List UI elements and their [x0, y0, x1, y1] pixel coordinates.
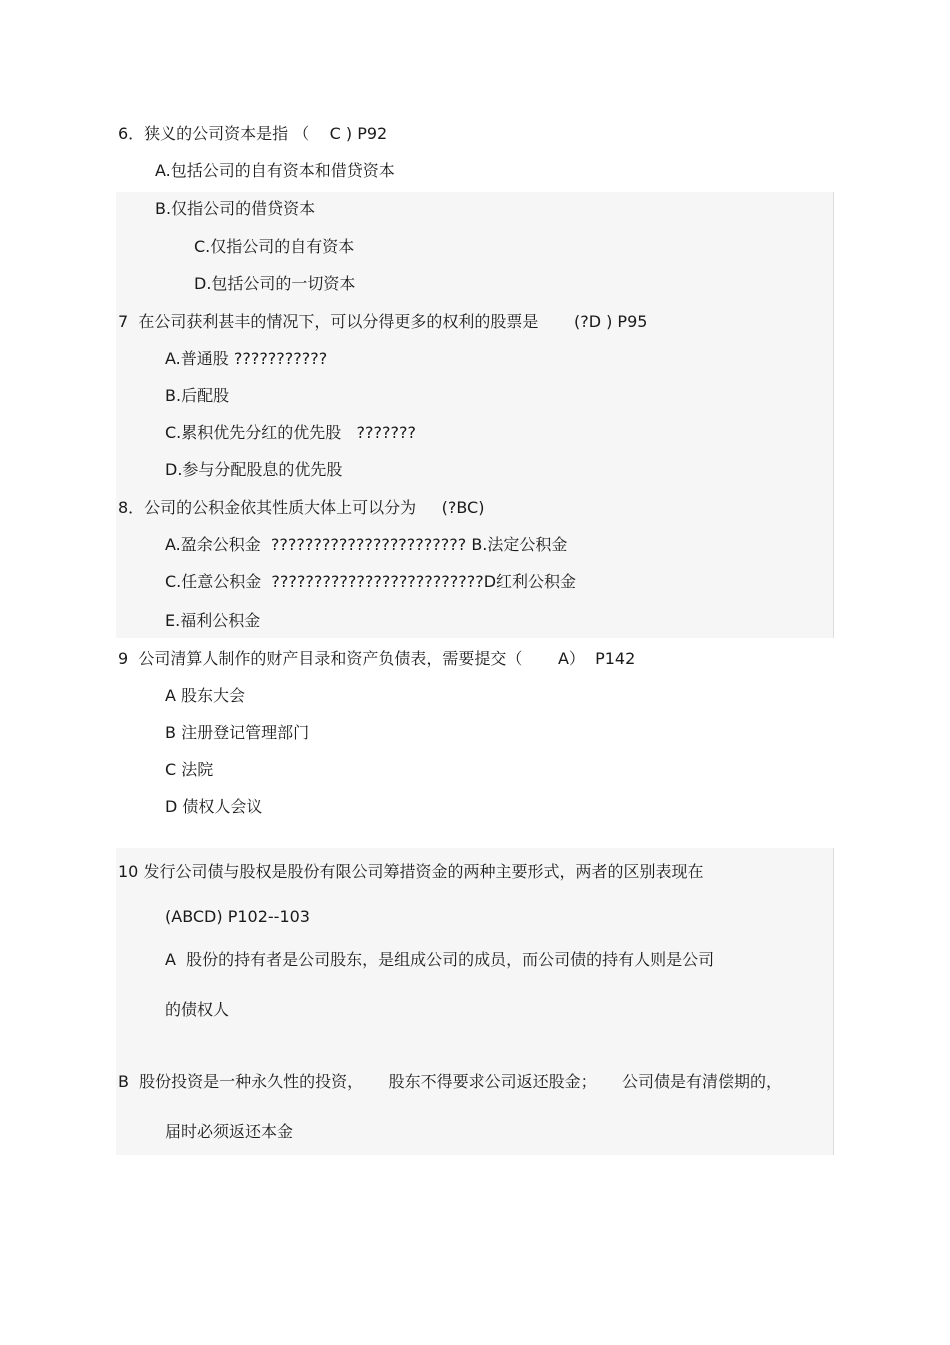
question-7-stem: 7 在公司获利甚丰的情况下，可以分得更多的权利的股票是 (?D ) P95	[118, 312, 648, 331]
question-8-option-a: A.盈余公积金 ??????????????????????? B.法定公积金	[165, 535, 568, 554]
question-10-option-b-cont: 届时必须返还本金	[165, 1122, 294, 1141]
question-7-option-c: C.累积优先分红的优先股 ???????	[165, 423, 416, 442]
question-10-stem-answer: (ABCD) P102--103	[165, 907, 310, 926]
question-8-option-e: E.福利公积金	[165, 611, 261, 630]
question-8-stem: 8．公司的公积金依其性质大体上可以分为 (?BC)	[118, 498, 485, 517]
question-8-option-c: C.任意公积金 ?????????????????????????D红利公积金	[165, 572, 577, 591]
question-9-option-d: D 债权人会议	[165, 797, 263, 816]
question-7-option-a: A.普通股 ???????????	[165, 349, 328, 368]
question-9-option-a: A 股东大会	[165, 686, 246, 705]
question-7-option-b: B.后配股	[165, 386, 230, 405]
question-9-stem: 9 公司清算人制作的财产目录和资产负债表，需要提交（ A） P142	[118, 649, 636, 668]
question-6-option-b: B.仅指公司的借贷资本	[155, 199, 316, 218]
question-9-option-b: B 注册登记管理部门	[165, 723, 310, 742]
question-7-option-d: D.参与分配股息的优先股	[165, 460, 343, 479]
question-10-option-a: A 股份的持有者是公司股东，是组成公司的成员，而公司债的持有人则是公司	[165, 950, 715, 969]
question-10-stem: 10 发行公司债与股权是股份有限公司筹措资金的两种主要形式，两者的区别表现在	[118, 862, 704, 881]
question-6-option-c: C.仅指公司的自有资本	[194, 237, 355, 256]
question-9-option-c: C 法院	[165, 760, 214, 779]
question-10-option-b: B 股份投资是一种永久性的投资， 股东不得要求公司返还股金； 公司债是有清偿期的，	[118, 1072, 783, 1091]
question-10-option-a-cont: 的债权人	[165, 1000, 230, 1019]
question-6-stem: 6．狭义的公司资本是指 （ C ) P92	[118, 124, 388, 143]
question-6-option-d: D.包括公司的一切资本	[194, 274, 356, 293]
question-6-option-a: A.包括公司的自有资本和借贷资本	[155, 161, 395, 180]
